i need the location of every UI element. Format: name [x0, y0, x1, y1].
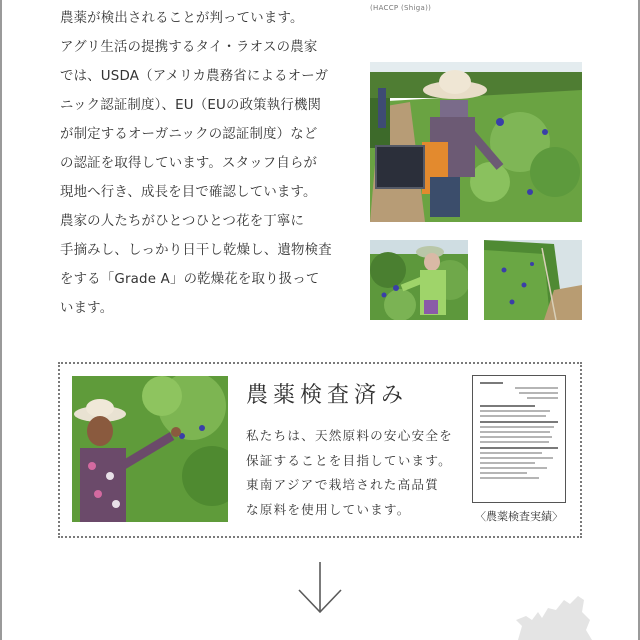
certificate-caption: 〈農薬検査実績〉	[475, 510, 563, 523]
farmer-harvest-photo	[370, 62, 582, 222]
intro-line: 農家の人たちがひとつひとつ花を丁寧に	[60, 214, 305, 229]
inspection-line: 東南アジアで栽培された高品質	[246, 477, 439, 492]
intro-line: が制定するオーガニックの認証制度）など	[60, 127, 318, 142]
haccp-caption: (HACCP (Shiga))	[370, 4, 432, 12]
inspection-line: 保証することを目指しています。	[246, 452, 452, 468]
page-border-left	[0, 0, 2, 640]
woman-picking-flowers-photo	[370, 240, 468, 320]
intro-line: をする「Grade A」の乾燥花を取り扱って	[60, 272, 320, 287]
inspection-line: な原料を使用しています。	[246, 501, 411, 517]
intro-text	[60, 4, 352, 323]
intro-line: の認証を取得しています。スタッフ自らが	[60, 156, 318, 171]
intro-line: 現地へ行き、成長を目で確認しています。	[60, 185, 317, 200]
inspection-description	[246, 424, 466, 522]
intro-line: では、USDA（アメリカ農務省によるオーガ	[60, 69, 329, 84]
intro-line: 農薬が検出されることが判っています。	[60, 11, 304, 26]
inspection-line: 私たちは、天然原料の安心安全を	[246, 428, 453, 443]
farmer-woman-photo	[72, 376, 228, 522]
intro-line: います。	[60, 301, 114, 316]
inspection-certificate-image	[472, 375, 566, 503]
chevron-down-arrow-icon	[296, 560, 344, 616]
intro-line: 手摘みし、しっかり日干し乾燥し、遺物検査	[60, 243, 332, 258]
inspection-title: 農薬検査済み	[246, 383, 409, 408]
intro-line: ニック認証制度）、EU（EUの政策執行機関	[60, 98, 322, 113]
hokkaido-map-icon	[512, 590, 592, 640]
intro-line: アグリ生活の提携するタイ・ラオスの農家	[60, 40, 318, 55]
flower-hedge-photo	[484, 240, 582, 320]
